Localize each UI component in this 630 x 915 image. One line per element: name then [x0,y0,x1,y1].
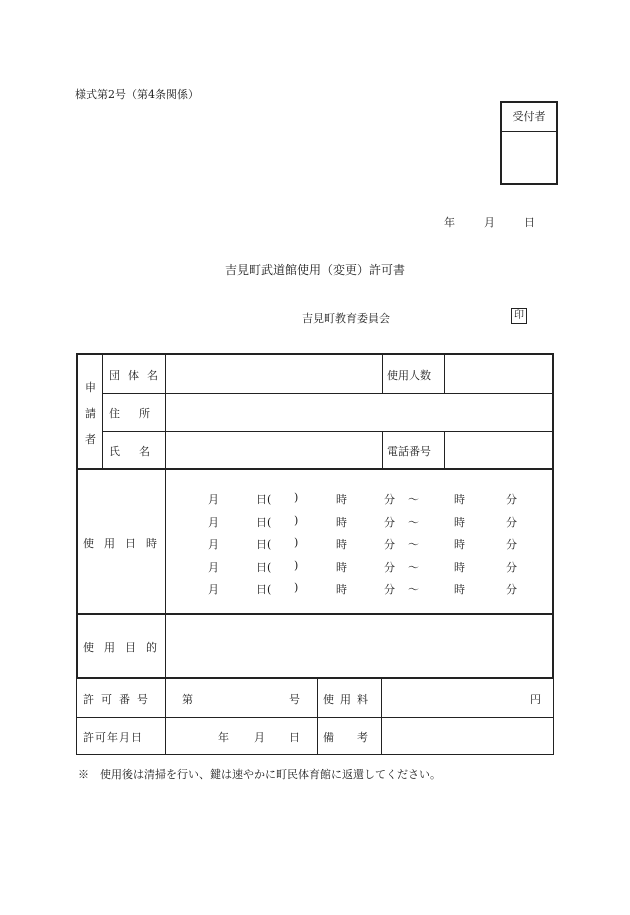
usage-datetime-cell: 〜 [408,583,419,596]
usage-datetime-cell: 分 [506,583,517,596]
remarks-label-text: 備 考 [323,731,374,744]
usage-datetime-cell: 分 [384,538,395,551]
usage-datetime-cell: 分 [384,515,395,529]
receipt-stamp-box [500,101,558,185]
usage-datetime-cell: 日( [256,560,272,574]
permit-number-label: 許可番号 [83,693,155,706]
usage-datetime-cell: 時 [454,583,465,596]
date-day: 日 [524,216,535,229]
usage-datetime-cell: 日( [256,583,272,596]
form-number: 様式第2号（第4条関係） [75,88,199,101]
usage-datetime-cell: 〜 [408,493,419,506]
usage-datetime-cell: ) [294,581,299,594]
address-label [109,405,154,421]
usage-datetime-cell: 〜 [408,560,419,574]
usage-datetime-cell: 月 [208,583,219,596]
usage-datetime-cell: 月 [208,538,219,551]
issuer-name: 吉見町教育委員会 [302,312,390,325]
permit-table [76,679,554,755]
usage-datetime-cell: 時 [336,493,347,506]
usage-datetime-cell: 時 [336,583,347,596]
usage-datetime-cell: 〜 [408,515,419,529]
phone-label: 電話番号 [387,445,431,458]
purpose-table [76,615,554,679]
usage-datetime-cell: 時 [454,515,465,529]
usage-note: ※ 使用後は清掃を行い、鍵は速やかに町民体育館に返還してください。 [78,768,441,781]
usage-datetime-cell: ) [294,513,299,527]
usage-datetime-cell: ) [294,491,299,504]
usage-datetime-cell: 時 [336,538,347,551]
usage-datetime-cell: 分 [384,493,395,506]
usage-datetime-cell: 日( [256,538,272,551]
usage-datetime-cell: 時 [454,538,465,551]
usage-datetime-cell: 時 [454,560,465,574]
fee-unit: 円 [530,693,541,706]
usage-datetime-cell: 〜 [408,538,419,551]
usage-datetime-cell: 分 [506,493,517,506]
usage-datetime-cell: 分 [384,560,395,574]
permit-date-label: 許可年月日 [83,731,143,744]
purpose-label: 使用目的 [83,641,167,654]
usage-datetime-label: 使用日時 [83,537,167,550]
usage-datetime-cell: 月 [208,560,219,574]
date-year: 年 [444,216,455,229]
applicant-char-2: 請 [85,407,96,420]
usage-datetime-cell: ) [294,558,299,572]
fee-label: 使用料 [323,693,374,706]
date-month: 月 [484,216,495,229]
usage-datetime-cell: 分 [506,538,517,551]
users-count-label: 使用人数 [387,369,431,382]
date-line [444,214,535,230]
usage-datetime-cell: 日( [256,515,272,529]
usage-datetime-cell: 月 [208,493,219,506]
name-label [109,443,154,459]
permit-number-suffix: 号 [289,693,300,706]
permit-date-year: 年 [218,731,229,744]
seal-mark: 印 [511,308,527,324]
usage-datetime-cell: ) [294,536,299,549]
usage-datetime-cell: 時 [454,493,465,506]
org-name-label: 団体名 [109,369,166,382]
permit-date-month: 月 [254,731,265,744]
applicant-table [76,353,554,615]
receipt-label: 受付者 [502,103,556,132]
usage-datetime-cell: 日( [256,493,272,506]
usage-datetime-cell: 時 [336,560,347,574]
permit-number-prefix: 第 [182,693,193,706]
remarks-label [323,729,374,745]
usage-datetime-cell: 分 [506,560,517,574]
name-label-text: 氏 名 [109,445,154,458]
usage-datetime-cell: 分 [506,515,517,529]
applicant-char-1: 申 [85,381,96,394]
usage-datetime-cell: 時 [336,515,347,529]
usage-datetime-cell: 分 [384,583,395,596]
applicant-char-3: 者 [85,433,96,446]
document-title: 吉見町武道館使用（変更）許可書 [224,263,405,277]
usage-datetime-cell: 月 [208,515,219,529]
permit-date-day: 日 [289,731,300,744]
address-label-text: 住 所 [109,407,154,420]
